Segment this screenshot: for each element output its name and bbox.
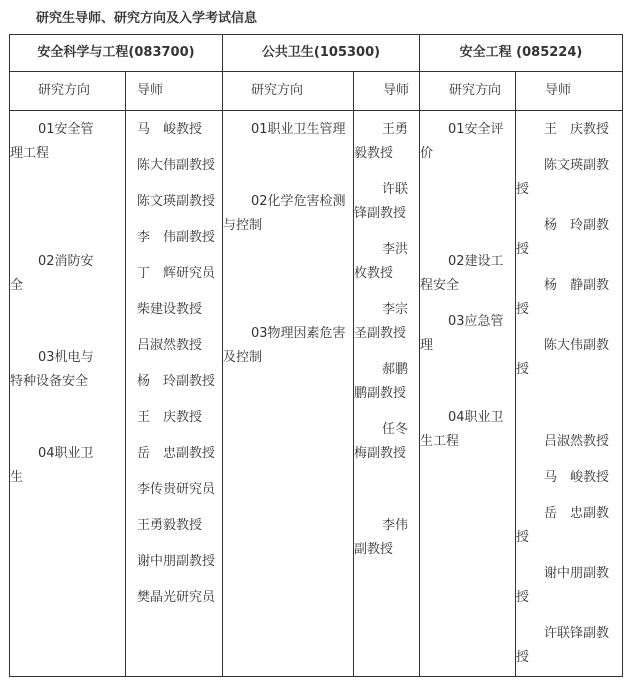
table-header-divider [9,71,623,72]
advisor-2-2 [354,178,418,226]
advisor-3-4 [516,274,621,322]
advisor-3-7 [516,466,621,490]
advisor-line: 授 [516,242,530,257]
advisor-2-6 [354,418,418,466]
direction-line: 全 [10,278,24,293]
advisor-line: 任冬 [382,422,409,437]
subheader-advisor-3: 导师 [545,83,572,98]
advisor-line: 授 [516,302,530,317]
advisor-line: 枚教授 [354,266,394,281]
advisor-1-10: 岳 忠副教授 [137,446,216,461]
direction-line: 03应急管 [448,314,504,329]
advisor-line: 授 [516,530,530,545]
subheader-direction-3: 研究方向 [449,83,502,98]
advisor-1-6: 柴建设教授 [137,302,203,317]
direction-2-3 [223,322,353,370]
advisor-1-11: 李传贵研究员 [137,482,216,497]
advisor-line: 授 [516,590,530,605]
advisor-line: 陈大伟副教 [544,338,610,353]
advisor-3-8 [516,502,621,550]
advisor-line: 谢中朋副教 [544,566,610,581]
advisor-line: 许联锋副教 [544,626,610,641]
table-border-bottom [9,676,623,677]
subheader-advisor-1: 导师 [137,83,164,98]
direction-2-2 [223,190,353,238]
advisor-3-9 [516,562,621,610]
subheader-advisor-2: 导师 [383,83,410,98]
advisor-line: 授 [516,650,530,665]
direction-3-1 [420,118,514,166]
advisor-line: 梅副教授 [354,446,407,461]
direction-line: 及控制 [223,350,263,365]
advisor-3-10 [516,622,621,670]
direction-line: 04职业卫 [38,446,94,461]
advisor-2-4 [354,298,418,346]
direction-1-4 [10,442,124,490]
page-title: 研究生导师、研究方向及入学考试信息 [36,11,258,26]
advisor-line: 授 [516,182,530,197]
direction-line: 04职业卫 [448,410,504,425]
advisor-line: 杨 静副教 [544,278,610,293]
direction-2-1 [223,118,353,142]
advisor-3-1 [516,118,621,142]
direction-line: 与控制 [223,218,263,233]
advisor-1-9: 王 庆教授 [137,410,203,425]
advisor-2-1 [354,118,418,166]
advisor-3-2 [516,154,621,202]
advisor-1-2: 陈大伟副教授 [137,158,216,173]
subcol-divider-1 [125,71,126,677]
direction-line: 02建设工 [448,254,504,269]
advisor-1-12: 王勇毅教授 [137,518,203,533]
direction-line: 01安全评 [448,122,504,137]
direction-3-3 [420,310,514,358]
advisor-1-5: 丁 辉研究员 [137,266,216,281]
advisor-3-6 [516,430,621,454]
advisor-1-14: 樊晶光研究员 [137,590,216,605]
direction-line: 03物理因素危害 [251,326,346,341]
advisor-line: 马 峻教授 [544,470,610,485]
advisor-line: 毅教授 [354,146,394,161]
program-header-safety-science: 安全科学与工程(083700) [37,45,195,60]
advisor-1-13: 谢中朋副教授 [137,554,216,569]
table-border-right [622,34,623,677]
advisor-line: 王 庆教授 [544,122,610,137]
subheader-direction-1: 研究方向 [38,83,91,98]
advisor-1-8: 杨 玲副教授 [137,374,216,389]
advisor-line: 圣副教授 [354,326,407,341]
table-subheader-divider [9,110,623,111]
advisor-3-3 [516,214,621,262]
advisor-1-4: 李 伟副教授 [137,230,216,245]
advisor-2-3 [354,238,418,286]
direction-line: 特种设备安全 [10,374,89,389]
subheader-direction-2: 研究方向 [251,83,304,98]
advisor-line: 吕淑然教授 [544,434,610,449]
direction-1-3 [10,346,124,394]
advisor-line: 岳 忠副教 [544,506,610,521]
direction-3-2 [420,250,514,298]
direction-line: 理 [420,338,434,353]
advisor-1-1: 马 峻教授 [137,122,203,137]
direction-line: 02消防安 [38,254,94,269]
advisor-line: 陈文瑛副教 [544,158,610,173]
direction-line: 01职业卫生管理 [251,122,346,137]
advisor-3-5 [516,334,621,382]
direction-1-1 [10,118,124,166]
advisor-1-7: 吕淑然教授 [137,338,203,353]
direction-line: 理工程 [10,146,50,161]
advisor-1-3: 陈文瑛副教授 [137,194,216,209]
direction-3-4 [420,406,514,454]
direction-line: 02化学危害检测 [251,194,346,209]
direction-line: 生 [10,470,24,485]
advisor-line: 锋副教授 [354,206,407,221]
advisor-2-7 [354,514,418,562]
advisor-line: 郝鹏 [382,362,409,377]
direction-line: 生工程 [420,434,460,449]
advisor-line: 杨 玲副教 [544,218,610,233]
advisor-line: 授 [516,362,530,377]
direction-line: 价 [420,146,434,161]
advisor-line: 李伟 [382,518,409,533]
direction-line: 01安全管 [38,122,94,137]
advisor-2-5 [354,358,418,406]
advisor-line: 王勇 [382,122,409,137]
advisor-line: 许联 [382,182,409,197]
advisor-line: 副教授 [354,542,394,557]
program-header-safety-engineering: 安全工程 (085224) [459,45,583,60]
program-header-public-health: 公共卫生(105300) [261,45,381,60]
direction-line: 03机电与 [38,350,94,365]
direction-line: 程安全 [420,278,460,293]
advisor-line: 李洪 [382,242,409,257]
direction-1-2 [10,250,124,298]
advisor-line: 鹏副教授 [354,386,407,401]
advisor-line: 李宗 [382,302,409,317]
